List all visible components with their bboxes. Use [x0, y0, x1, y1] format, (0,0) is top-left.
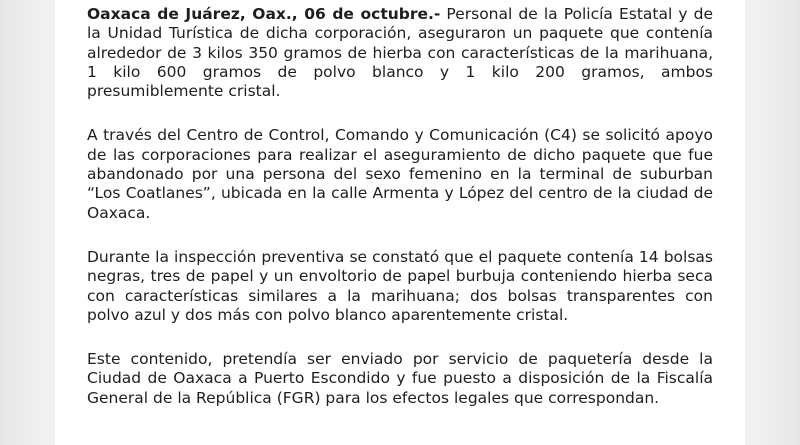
paragraph-1 [87, 5, 713, 101]
paragraph-1-text: Personal de la Policía Estatal y de la Unidad Turística de dicha corporación, aseguraron un paquete que contenía alrededor de 3 kilos 350 gramos de hierba con características de la marihuana, 1 kilo 600 gramos de polvo blanco y 1 kilo 200 gramos, ambos presumiblemente cristal. [87, 5, 713, 101]
left-margin [0, 0, 55, 445]
right-margin [745, 0, 800, 445]
paragraph-2: A través del Centro de Control, Comando y Comunicación (C4) se solicitó apoyo de las corporaciones para realizar el aseguramiento de dicho paquete que fue abandonado por una persona del sexo femenino en la terminal de suburban “Los Coatlanes”, ubicada en la calle Armenta y López del centro de la ciudad de Oaxaca. [87, 126, 713, 222]
dateline: Oaxaca de Juárez, Oax., 06 de octubre.- [87, 5, 441, 23]
paragraph-3: Durante la inspección preventiva se constató que el paquete contenía 14 bolsas negras, tres de papel y un envoltorio de papel burbuja conteniendo hierba seca con características similares a la marihuana; dos bolsas transparentes con polvo azul y dos más con polvo blanco aparentemente cristal. [87, 247, 713, 324]
document-page [55, 0, 745, 445]
paragraph-4: Este contenido, pretendía ser enviado por servicio de paquetería desde la Ciudad de Oaxaca a Puerto Escondido y fue puesto a disposición de la Fiscalía General de la República (FGR) para los efectos legales que correspondan. [87, 350, 713, 407]
